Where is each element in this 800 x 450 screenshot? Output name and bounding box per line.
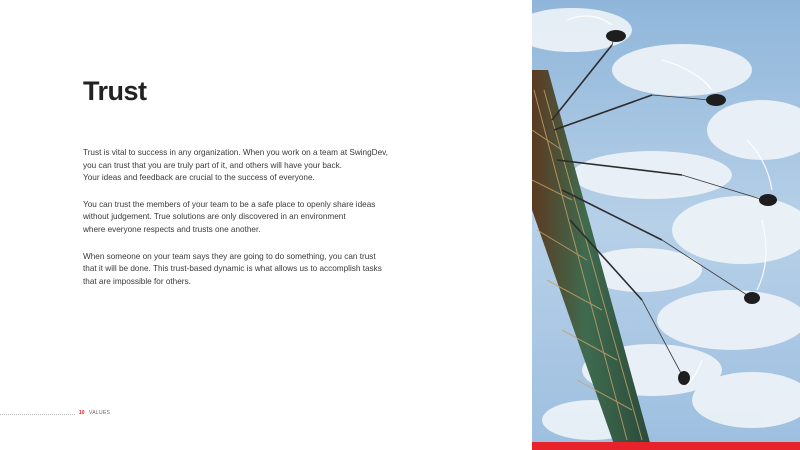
swing-ride-illustration — [532, 0, 800, 450]
paragraph-line: that are impossible for others. — [83, 276, 191, 286]
paragraph-line: When someone on your team says they are going to do something, you can trust — [83, 251, 376, 261]
paragraph-line: Trust is vital to success in any organization. When you work on a team at SwingDev, — [83, 148, 388, 157]
swing-ride-photo — [532, 0, 800, 450]
paragraph-2 — [83, 199, 503, 237]
section-label: VALUES — [89, 410, 111, 416]
paragraph-line: you can trust that you are truly part of it, and others will have your back. — [83, 160, 342, 170]
paragraph-line: You can trust the members of your team to be a safe place to openly share ideas — [83, 199, 376, 209]
paragraph-line: where everyone respects and trusts one another. — [83, 224, 261, 234]
paragraph-line: Your ideas and feedback are crucial to the success of everyone. — [83, 173, 315, 183]
accent-bar — [532, 442, 800, 450]
footer-divider — [0, 414, 75, 415]
page-number: 10 — [79, 410, 85, 416]
paragraph-1 — [83, 147, 503, 185]
paragraph-line: that it will be done. This trust-based dynamic is what allows us to accomplish tasks — [83, 264, 382, 274]
paragraph-3 — [83, 251, 503, 289]
body-text — [83, 147, 503, 302]
slide-title: Trust — [83, 76, 147, 106]
paragraph-line: without judgement. True solutions are only discovered in an environment — [83, 212, 346, 222]
